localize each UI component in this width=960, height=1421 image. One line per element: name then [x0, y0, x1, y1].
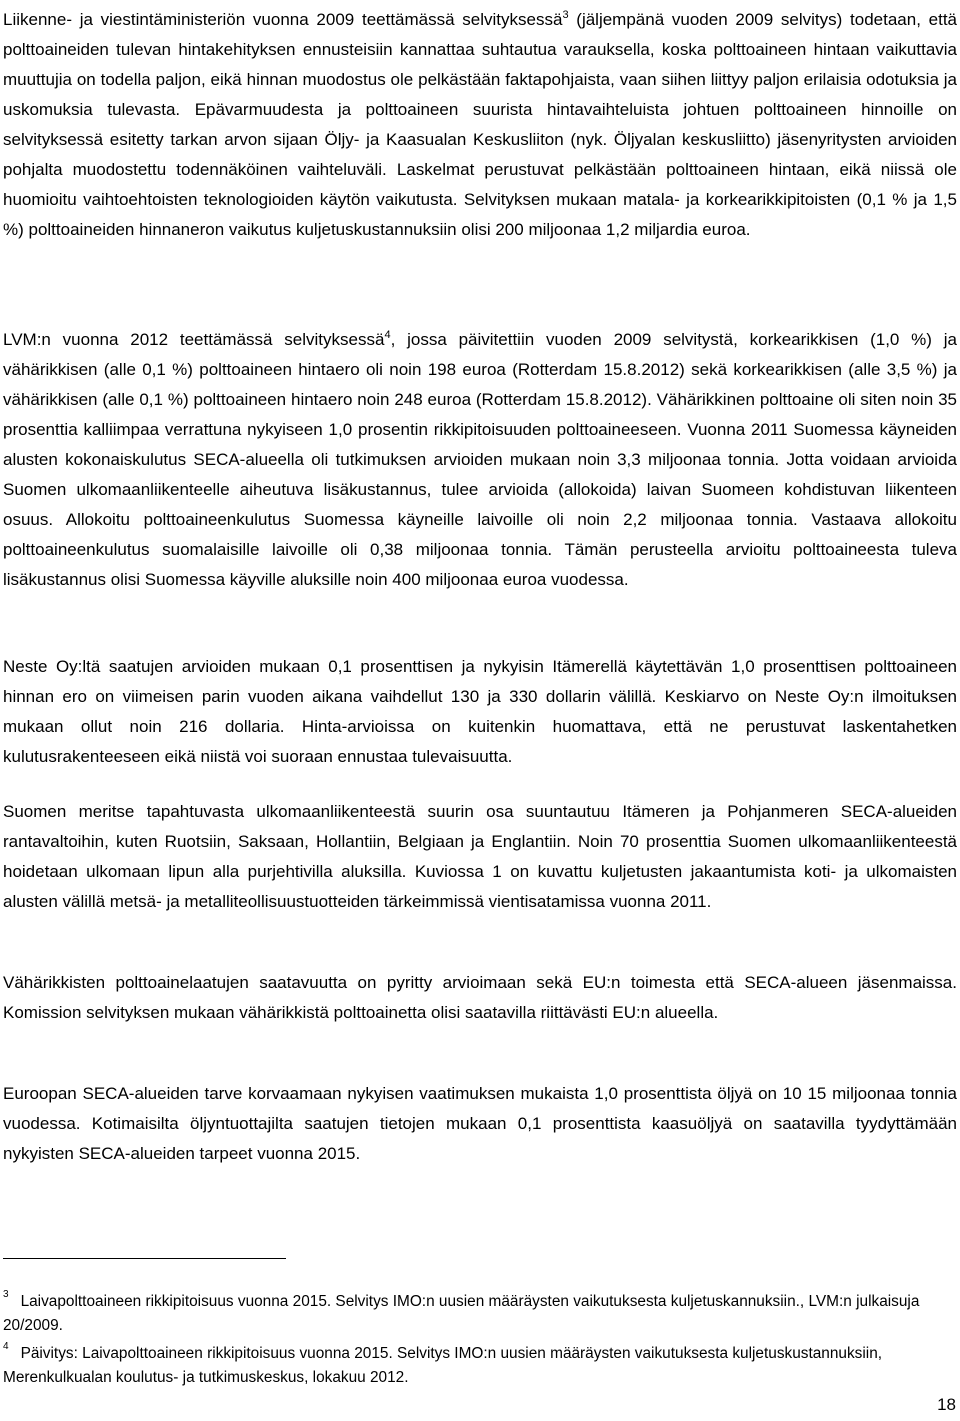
paragraph-fuel-availability: Vähärikkisten polttoainelaatujen saatavuutta on pyritty arvioimaan sekä EU:n toimesta että SECA-alueen jäsenmaissa. Komission selvityksen mukaan vähärikkistä polttoainetta olisi saatavilla riittävästi EU:n alueella.	[3, 973, 957, 1022]
footnote-text: Päivitys: Laivapolttoaineen rikkipitoisuus vuonna 2015. Selvitys IMO:n uusien määräysten vaikutuksesta kuljetuskustannuksiin, Merenkulkualan koulutus- ja tutkimuskeskus, lokakuu 2012.	[3, 1345, 883, 1386]
paragraph-text: LVM:n vuonna 2012 teettämässä selvityksessä	[3, 330, 385, 349]
paragraph-2012-study	[3, 325, 957, 595]
footnote-reference: 4	[384, 329, 391, 341]
footnote-text: Laivapolttoaineen rikkipitoisuus vuonna 2015. Selvitys IMO:n uusien määräysten vaikutuksesta kuljetuskannuksiin., LVM:n julkaisuja 20/2009.	[3, 1293, 920, 1334]
footnote-number: 3	[3, 1289, 9, 1300]
paragraph-text: Liikenne- ja viestintäministeriön vuonna 2009 teettämässä selvityksessä	[3, 10, 563, 29]
paragraph-seca-demand: Euroopan SECA-alueiden tarve korvaamaan nykyisen vaatimuksen mukaista 1,0 prosenttista öljyä on 10 15 miljoonaa tonnia vuodessa. Kotimaisilta öljyntuottajilta saatujen tietojen mukaan 0,1 prosenttista kaasuöljyä on saatavilla tyydyttämään nykyisten SECA-alueiden tarpeet vuonna 2015.	[3, 1084, 957, 1163]
footnote-separator	[3, 1258, 286, 1259]
paragraph-fuel-price-forecast	[3, 5, 957, 245]
paragraph-text: (jäljempänä vuoden 2009 selvitys) todetaan, että polttoaineiden tulevan hintakehityksen ennusteisiin kannattaa suhtautua varauksella, koska polttoaineen hintaan vaikuttavia muuttujia on todella paljon, eikä hinnan muodostus ole pelkästään faktapohjaista, vaan siihen liittyy paljon erilaisia odotuksia ja uskomuksia tulevasta. Epävarmuudesta ja polttoaineen suurista hintavaihteluista johtuen polttoaineen hinnoille on selvityksessä esitetty tarkan arvon sijaan Öljy- ja Kaasualan Keskusliiton (nyk. Öljyalan keskusliitto) jäsenyritysten arvioiden pohjalta muodostettu todennäköinen vaihteluväli. Laskelmat perustuvat pelkästään polttoaineen hintaan, eikä niissä ole huomioitu vaihtoehtoisten teknologioiden käytön vaikutusta. Selvityksen mukaan matala- ja korkearikkipitoisten (0,1 % ja 1,5 %) polttoaineiden hinnaneron vaikutus kuljetuskustannuksiin olisi 200 miljoonaa 1,2 miljardia euroa.	[3, 10, 957, 239]
page-number: 18	[937, 1395, 956, 1414]
footnote-3	[3, 1290, 957, 1338]
footnote-4	[3, 1342, 957, 1390]
footnote-number: 4	[3, 1341, 9, 1352]
paragraph-neste-estimates: Neste Oy:ltä saatujen arvioiden mukaan 0,1 prosenttisen ja nykyisin Itämerellä käytettävän 1,0 prosenttisen polttoaineen hinnan ero on viimeisen parin vuoden aikana vaihdellut 130 ja 330 dollarin välillä. Keskiarvo on Neste Oy:n ilmoituksen mukaan ollut noin 216 dollaria. Hinta-arvioissa on kuitenkin huomattava, että ne perustuvat laskentahetken kulutusrakenteeseen eikä niistä voi suoraan ennustaa tulevaisuutta.	[3, 657, 957, 766]
paragraph-foreign-traffic: Suomen meritse tapahtuvasta ulkomaanliikenteestä suurin osa suuntautuu Itämeren ja Pohjanmeren SECA-alueiden rantavaltoihin, kuten Ruotsiin, Saksaan, Hollantiin, Belgiaan ja Englantiin. Noin 70 prosenttia Suomen ulkomaanliikenteestä hoidetaan ulkomaan lipun alla purjehtivilla aluksilla. Kuviossa 1 on kuvattu kuljetusten jakaantumista koti- ja ulkomaisten alusten välillä metsä- ja metalliteollisuustuotteiden tärkeimmissä vientisatamissa vuonna 2011.	[3, 802, 957, 911]
footnote-reference: 3	[562, 9, 569, 21]
paragraph-text: , jossa päivitettiin vuoden 2009 selvitystä, korkearikkisen (1,0 %) ja vähärikkisen (alle 0,1 %) polttoaineen hintaero oli noin 198 euroa (Rotterdam 15.8.2012) sekä korkearikkisen (alle 3,5 %) ja vähärikkisen (alle 0,1 %) polttoaineen hintaero noin 248 euroa (Rotterdam 15.8.2012). Vähärikkinen polttoaine oli siten noin 35 prosenttia kalliimpaa verrattuna nykyiseen 1,0 prosentin rikkipitoisuuden polttoaineeseen. Vuonna 2011 Suomessa käyneiden alusten kokonaiskulutus SECA-alueella oli tutkimuksen arvioiden mukaan noin 3,3 miljoonaa tonnia. Jotta voidaan arvioida Suomen ulkomaanliikenteelle aiheutuva lisäkustannus, tulee arvioida (allokoida) laivan Suomeen kohdistuvan liikenteen osuus. Allokoitu polttoaineenkulutus Suomessa käyneille laivoille oli noin 2,2 miljoonaa tonnia. Vastaava allokoitu polttoaineenkulutus suomalaisille laivoille oli 0,38 miljoonaa tonnia. Tämän perusteella arvioitu polttoaineesta tuleva lisäkustannus olisi Suomessa käyville aluksille noin 400 miljoonaa euroa vuodessa.	[3, 330, 957, 589]
